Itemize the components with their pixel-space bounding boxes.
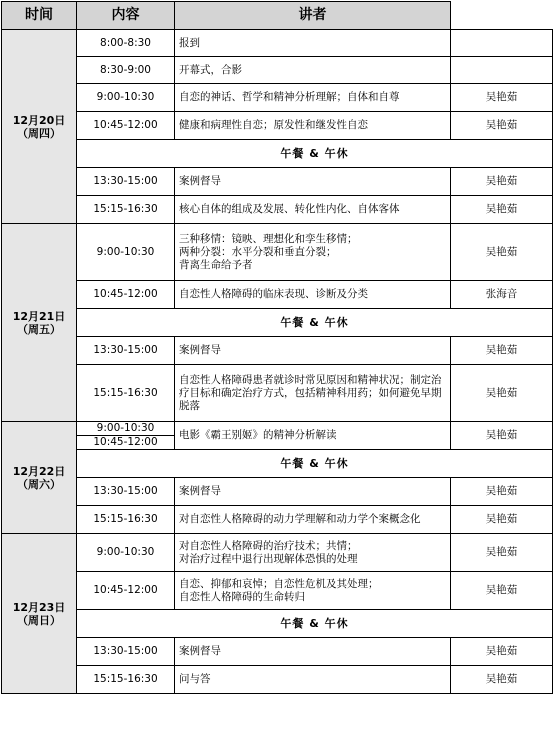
- session-content-line: 自恋性人格障碍的生命转归: [179, 590, 305, 603]
- session-content: [175, 84, 451, 112]
- session-content: [175, 666, 451, 694]
- session-speaker: 吴艳茹: [451, 478, 553, 506]
- lunch-row: [2, 309, 553, 337]
- session-content-line: 电影《霸王别姬》的精神分析解读: [179, 429, 337, 441]
- session-content: [175, 168, 451, 196]
- session-time: 8:00-8:30: [77, 30, 175, 57]
- lunch-row: [2, 140, 553, 168]
- session-row: [2, 638, 553, 666]
- session-row: [2, 572, 553, 610]
- lunch-row: [2, 450, 553, 478]
- session-speaker: 吴艳茹: [451, 638, 553, 666]
- session-content-line: 案例督导: [179, 485, 221, 497]
- day-date: 12月20日: [12, 113, 66, 127]
- session-content: [175, 224, 451, 281]
- session-row: [2, 365, 553, 422]
- header-time: 时间: [2, 2, 77, 30]
- session-speaker: 吴艳茹: [451, 84, 553, 112]
- session-time: 10:45-12:00: [77, 436, 175, 450]
- lunch-cell: 午餐 & 午休: [77, 450, 553, 478]
- day-weekday: （周六）: [17, 477, 61, 491]
- header-row: [2, 2, 553, 30]
- session-content: [175, 281, 451, 309]
- session-speaker: 吴艳茹: [451, 506, 553, 534]
- session-speaker: 吴艳茹: [451, 224, 553, 281]
- session-content: [175, 337, 451, 365]
- session-speaker: 吴艳茹: [451, 534, 553, 572]
- session-content-line: 背离生命给予者: [179, 258, 253, 271]
- lunch-cell: 午餐 & 午休: [77, 309, 553, 337]
- session-row: [2, 666, 553, 694]
- session-speaker: 吴艳茹: [451, 196, 553, 224]
- day-cell: [2, 30, 77, 224]
- session-time: 9:00-10:30: [77, 534, 175, 572]
- day-date: 12月22日: [12, 464, 66, 478]
- session-time: 13:30-15:00: [77, 638, 175, 666]
- session-row: [2, 337, 553, 365]
- session-content: [175, 196, 451, 224]
- session-time: 15:15-16:30: [77, 666, 175, 694]
- schedule-body: [2, 30, 553, 694]
- session-content: [175, 506, 451, 534]
- session-content-line: 案例督导: [179, 645, 221, 657]
- session-row: [2, 57, 553, 84]
- header-speaker: 讲者: [175, 2, 451, 30]
- session-content: [175, 638, 451, 666]
- session-time: 9:00-10:30: [77, 224, 175, 281]
- session-content: [175, 365, 451, 422]
- session-content-line: 自恋性人格障碍患者就诊时常见原因和精神状况；制定治疗目标和确定治疗方式，包括精神科用药；如何避免早期脱落: [179, 373, 442, 412]
- session-content-line: 两种分裂：水平分裂和垂直分裂；: [179, 245, 337, 258]
- session-speaker: 吴艳茹: [451, 168, 553, 196]
- session-row: [2, 84, 553, 112]
- session-content-line: 自恋、抑郁和哀悼；自恋性危机及其处理；: [179, 577, 379, 590]
- day-cell: [2, 224, 77, 422]
- session-row: [2, 224, 553, 281]
- session-row: [2, 422, 553, 436]
- session-content-line: 三种移情：镜映、理想化和孪生移情；: [179, 232, 358, 245]
- session-content-line: 健康和病理性自恋；原发性和继发性自恋: [179, 119, 368, 131]
- session-row: [2, 281, 553, 309]
- session-speaker: 吴艳茹: [451, 112, 553, 140]
- session-content-line: 核心自体的组成及发展、转化性内化、自体客体: [179, 203, 400, 215]
- session-content-line: 报到: [179, 36, 200, 49]
- lunch-cell: 午餐 & 午休: [77, 610, 553, 638]
- session-content: [175, 478, 451, 506]
- session-content: [175, 422, 451, 450]
- session-time: 13:30-15:00: [77, 478, 175, 506]
- session-row: [2, 168, 553, 196]
- session-content-line: 对自恋性人格障碍的动力学理解和动力学个案概念化: [179, 513, 421, 525]
- session-row: [2, 534, 553, 572]
- session-content: [175, 30, 451, 57]
- session-speaker: 吴艳茹: [451, 422, 553, 450]
- session-content-line: 对治疗过程中退行出现解体恐惧的处理: [179, 552, 358, 565]
- session-row: [2, 506, 553, 534]
- session-time: 8:30-9:00: [77, 57, 175, 84]
- session-content-line: 开幕式，合影: [179, 63, 242, 76]
- session-content-line: 问与答: [179, 673, 211, 685]
- session-content: [175, 112, 451, 140]
- session-time: 15:15-16:30: [77, 506, 175, 534]
- day-cell: [2, 534, 77, 694]
- session-speaker: 吴艳茹: [451, 572, 553, 610]
- session-content-line: 自恋的神话、哲学和精神分析理解；自体和自尊: [179, 91, 400, 103]
- day-date: 12月23日: [12, 600, 66, 614]
- session-speaker: [451, 30, 553, 57]
- session-time: 15:15-16:30: [77, 196, 175, 224]
- header-content: 内容: [77, 2, 175, 30]
- day-weekday: （周五）: [17, 322, 61, 336]
- session-content-line: 案例督导: [179, 175, 221, 187]
- day-date: 12月21日: [12, 309, 66, 323]
- session-speaker: 吴艳茹: [451, 666, 553, 694]
- session-content-line: 对自恋性人格障碍的治疗技术；共情；: [179, 539, 358, 552]
- session-time: 13:30-15:00: [77, 168, 175, 196]
- session-content: [175, 534, 451, 572]
- session-time: 10:45-12:00: [77, 281, 175, 309]
- session-content: [175, 57, 451, 84]
- session-speaker: 吴艳茹: [451, 337, 553, 365]
- session-time: 9:00-10:30: [77, 422, 175, 436]
- session-time: 13:30-15:00: [77, 337, 175, 365]
- day-weekday: （周日）: [17, 613, 61, 627]
- lunch-row: [2, 610, 553, 638]
- day-weekday: （周四）: [17, 126, 61, 140]
- session-time: 15:15-16:30: [77, 365, 175, 422]
- session-content: [175, 572, 451, 610]
- session-speaker: 吴艳茹: [451, 365, 553, 422]
- session-time: 10:45-12:00: [77, 112, 175, 140]
- day-cell: [2, 422, 77, 534]
- session-speaker: [451, 57, 553, 84]
- session-row: [2, 478, 553, 506]
- lunch-cell: 午餐 & 午休: [77, 140, 553, 168]
- session-time: 10:45-12:00: [77, 572, 175, 610]
- session-row: [2, 196, 553, 224]
- session-content-line: 案例督导: [179, 344, 221, 356]
- session-row: [2, 112, 553, 140]
- session-time: 9:00-10:30: [77, 84, 175, 112]
- schedule-table: [1, 1, 553, 694]
- session-content-line: 自恋性人格障碍的临床表现、诊断及分类: [179, 288, 368, 300]
- session-row: [2, 30, 553, 57]
- session-speaker: 张海音: [451, 281, 553, 309]
